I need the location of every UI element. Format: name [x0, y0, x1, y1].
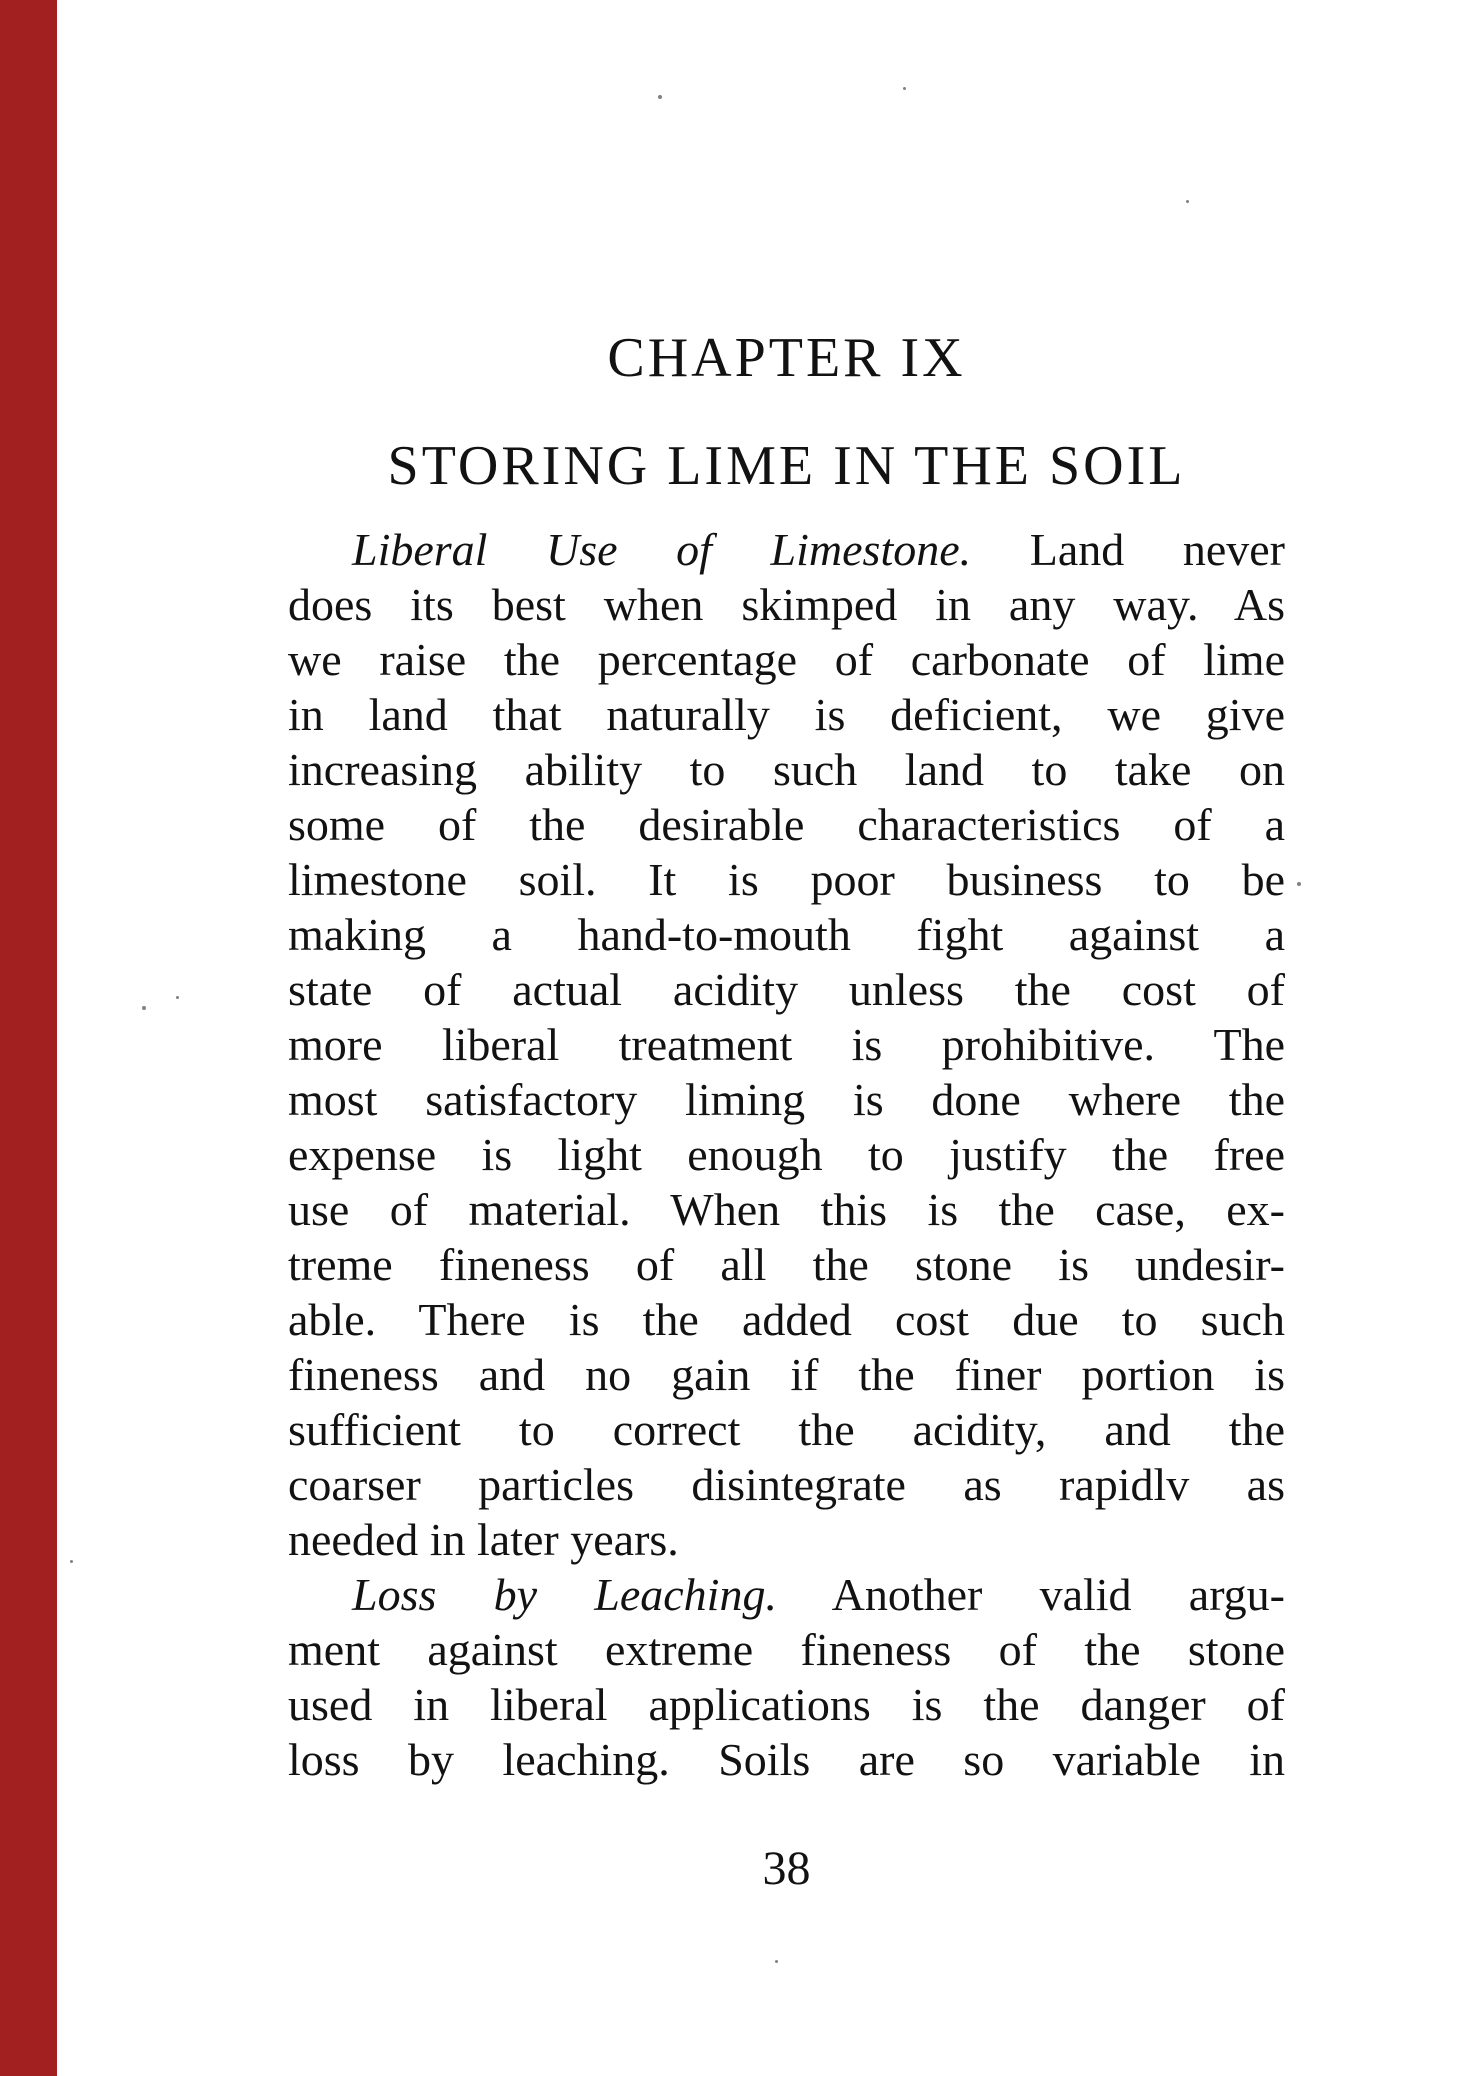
page-number: 38	[762, 1842, 811, 1895]
text-line: some of the desirable characteristics of a	[288, 799, 1285, 850]
binding-edge-strip	[0, 0, 57, 2076]
text-line: limestone soil. It is poor business to be	[288, 854, 1285, 905]
text-line: making a hand-to-mouth fight against a	[288, 909, 1285, 960]
text-line: more liberal treatment is prohibitive. The	[288, 1019, 1285, 1070]
scan-speck	[176, 996, 179, 999]
scan-speck	[70, 1560, 73, 1563]
section-lead-italic: Loss by Leaching.	[352, 1569, 777, 1620]
page-content	[288, 0, 1285, 1893]
scan-speck	[1297, 882, 1301, 886]
text-line: most satisfactory liming is done where the	[288, 1074, 1285, 1125]
section-lead-rest: Land never	[1029, 524, 1286, 575]
text-line: treme fineness of all the stone is undesir-	[288, 1239, 1285, 1290]
text-line: coarser particles disintegrate as rapidlv as	[288, 1459, 1285, 1510]
paragraph-liberal-use	[288, 522, 1285, 1567]
text-line: we raise the percentage of carbonate of lime	[288, 634, 1285, 685]
paragraph-loss-by-leaching	[288, 1567, 1285, 1787]
text-line: loss by leaching. Soils are so variable in	[288, 1734, 1285, 1785]
text-line: in land that naturally is deficient, we give	[288, 689, 1285, 740]
chapter-heading: CHAPTER IX	[607, 327, 966, 389]
scan-speck	[775, 1960, 778, 1963]
text-line: state of actual acidity unless the cost of	[288, 964, 1285, 1015]
text-line: expense is light enough to justify the free	[288, 1129, 1285, 1180]
text-line: sufficient to correct the acidity, and the	[288, 1404, 1285, 1455]
text-line: use of material. When this is the case, ex-	[288, 1184, 1285, 1235]
text-line	[288, 1567, 1285, 1622]
text-line: able. There is the added cost due to such	[288, 1294, 1285, 1345]
text-line: fineness and no gain if the finer portion is	[288, 1349, 1285, 1400]
chapter-title: STORING LIME IN THE SOIL	[387, 435, 1186, 497]
text-line: increasing ability to such land to take on	[288, 744, 1285, 795]
text-line: ment against extreme fineness of the stone	[288, 1624, 1285, 1675]
section-lead-rest: Another valid argu-	[831, 1569, 1285, 1620]
text-line	[288, 522, 1285, 577]
text-line: used in liberal applications is the danger of	[288, 1679, 1285, 1730]
text-line: does its best when skimped in any way. As	[288, 579, 1285, 630]
text-line: needed in later years.	[288, 1514, 679, 1565]
section-lead-italic: Liberal Use of Limestone.	[352, 524, 972, 575]
scan-speck	[142, 1006, 146, 1010]
